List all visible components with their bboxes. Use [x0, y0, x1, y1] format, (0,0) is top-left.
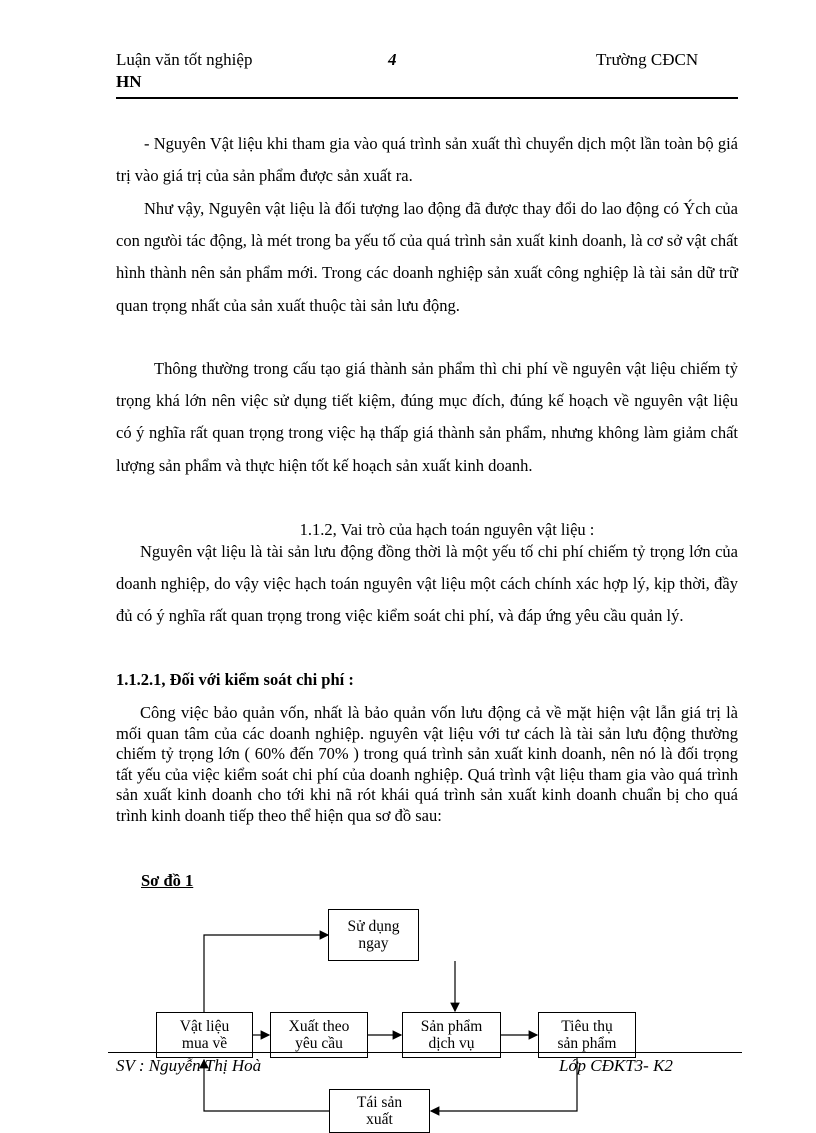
- header-title-suffix: HN: [116, 72, 142, 91]
- node-xuat-theo-line2: yêu cầu: [295, 1035, 343, 1052]
- paragraph-4: Nguyên vật liệu là tài sản lưu động đồng thời là một yếu tố chi phí chiếm tỷ trọng lớn của doanh nghiệp, do vậy việc hạch toán nguyên vật liệu một cách chính xác hợp lý, kịp thời, đầy đủ có ý nghĩa rất quan trọng trong việc kiểm soát chi phí, và đáp ứng yêu cầu quản lý.: [116, 542, 738, 626]
- node-tieu-thu-line2: sản phẩm: [557, 1035, 617, 1052]
- node-su-dung-ngay-line2: ngay: [358, 935, 389, 952]
- paragraph-1: - Nguyên Vật liệu khi tham gia vào quá trình sản xuất thì chuyển dịch một lần toàn bộ giá trị vào giá trị của sản phẩm được sản xuất ra.: [116, 134, 738, 186]
- node-tai-san-xuat: [329, 1089, 430, 1133]
- node-vat-lieu-line2: mua về: [181, 1035, 228, 1052]
- paragraph-5: Công việc bảo quản vốn, nhất là bảo quản vốn lưu động cả về mặt hiện vật lẫn giá trị là mối quan tâm của các doanh nghiệp. nguyên vật liệu với tư cách là tài sản lưu động thường chiếm tỷ trọng lớn ( 60% đến 70% ) trong quá trình sản xuất kinh doanh, nên nó là đối trọng tất yếu của việc kiểm soát chi phí của doanh nghiệp. Quá trình vật liệu tham gia vào quá trình sản xuất kinh doanh cho tới khi nã rót khái quá trình sản xuất kinh doanh chuẩn bị cho quá trình kinh doanh tiếp theo thể hiện qua sơ đồ sau:: [116, 703, 738, 825]
- node-xuat-theo-line1: Xuất theo: [288, 1018, 350, 1035]
- footer-class: Lớp CĐKT3- K2: [559, 1056, 673, 1075]
- paragraph-2: Như vậy, Nguyên vật liệu là đối tượng lao động đã được thay đổi do lao động có Ých của con ngưòi tác động, là mét trong ba yếu tố của quá trình sản xuất kinh doanh, là cơ sở vật chất hình thành nên sản phẩm mới. Trong các doanh nghiệp sản xuất công nghiệp là tài sản dữ trữ quan trọng nhất của sản xuất thuộc tài sản lưu động.: [116, 199, 738, 315]
- node-tai-san-line1: Tái sản: [356, 1094, 403, 1111]
- footer-rule: [108, 1052, 742, 1053]
- node-tieu-thu-line1: Tiêu thụ: [561, 1018, 613, 1035]
- node-san-pham-line1: Sản phẩm: [420, 1018, 483, 1035]
- diagram-title: Sơ đồ 1: [141, 871, 194, 890]
- node-vat-lieu-line1: Vật liệu: [179, 1018, 230, 1035]
- header-school: Trường CĐCN: [596, 50, 699, 69]
- section-title: 1.1.2, Vai trò của hạch toán nguyên vật liệu :: [299, 520, 595, 539]
- node-san-pham-line2: dịch vụ: [428, 1035, 475, 1052]
- subheading: 1.1.2.1, Đối với kiểm soát chi phí :: [116, 670, 354, 689]
- node-tai-san-line2: xuất: [366, 1111, 393, 1128]
- node-su-dung-ngay-line1: Sử dụng: [347, 918, 400, 935]
- footer-student: SV : Nguyễn Thị Hoà: [116, 1056, 262, 1075]
- node-su-dung-ngay: [328, 909, 419, 961]
- header-title: Luận văn tốt nghiệp: [116, 50, 253, 69]
- page-number: 4: [388, 50, 397, 69]
- paragraph-3: Thông thường trong cấu tạo giá thành sản phẩm thì chi phí về nguyên vật liệu chiếm tỷ trọng khá lớn nên việc sử dụng tiết kiệm, đúng mục đích, đúng kế hoạch về nguyên vật liệu có ý nghĩa rất quan trọng trong việc hạ thấp giá thành sản phẩm, nhưng không làm giảm chất lượng sản phẩm và thực hiện tốt kế hoạch sản xuất kinh doanh.: [116, 359, 738, 475]
